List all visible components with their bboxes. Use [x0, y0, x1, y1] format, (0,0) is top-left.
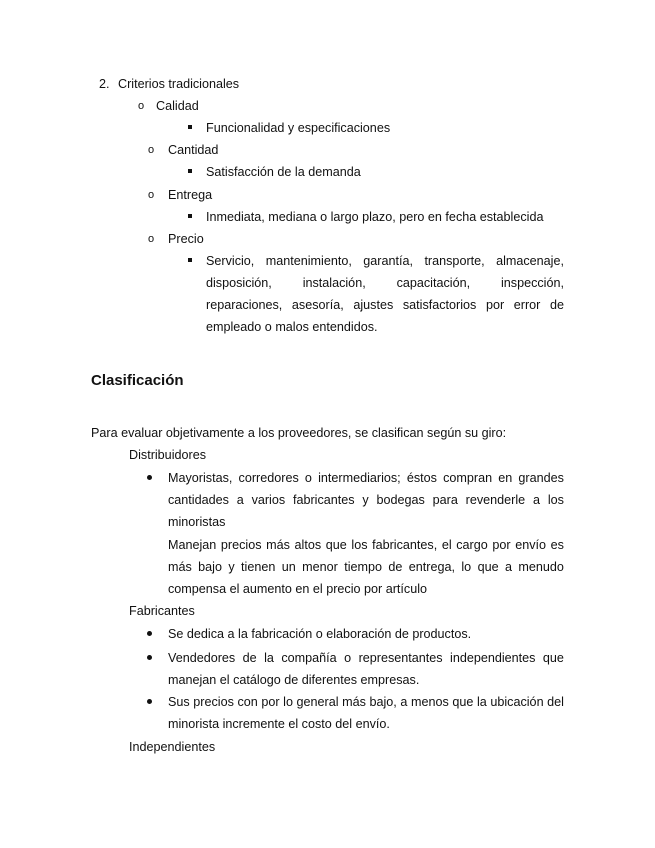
- word: por: [492, 538, 511, 552]
- round-bullet: [147, 655, 152, 660]
- word: compañía: [281, 651, 337, 665]
- round-bullet: [147, 475, 152, 480]
- word: que: [325, 538, 347, 552]
- word: cargo: [456, 538, 488, 552]
- square-bullet: [188, 214, 192, 218]
- word: por: [485, 298, 505, 312]
- word: en: [498, 471, 513, 485]
- word: bajo,: [369, 695, 397, 709]
- square-bullet: [188, 169, 192, 173]
- word: con: [237, 695, 258, 709]
- criterion-precio-detail-line: empleado o malos entendidos.: [206, 320, 378, 334]
- word: entrega,: [408, 560, 455, 574]
- word: a: [533, 493, 541, 507]
- word: transporte,: [424, 254, 485, 268]
- word: menor: [302, 560, 338, 574]
- criterion-precio: Precio: [168, 232, 204, 246]
- fabricantes-text-line: minorista incremente el costo del envío.: [168, 717, 390, 731]
- criterion-entrega: Entrega: [168, 188, 213, 202]
- distribuidores-text-line: [168, 559, 564, 575]
- word: del: [547, 695, 564, 709]
- distribuidores-text-line: [168, 537, 564, 553]
- round-bullet: [147, 699, 152, 704]
- word: precios: [220, 538, 262, 552]
- word: la: [476, 695, 487, 709]
- square-bullet: [188, 258, 192, 262]
- word: de: [388, 560, 403, 574]
- word: tiempo: [344, 560, 383, 574]
- list-number: 2.: [99, 77, 110, 91]
- word: la: [264, 651, 274, 665]
- circle-bullet: o: [148, 233, 155, 245]
- word: capacitación,: [396, 276, 471, 290]
- word: general: [296, 695, 339, 709]
- word: cantidades: [168, 493, 229, 507]
- word: satisfactorios: [402, 298, 477, 312]
- word: grandes: [518, 471, 564, 485]
- section-title-criterios: Criterios tradicionales: [118, 77, 240, 91]
- word: mantenimiento,: [265, 254, 352, 268]
- word: de: [242, 651, 257, 665]
- distribuidores-text-line: compensa el aumento en el precio por artículo: [168, 582, 428, 596]
- word: el: [441, 538, 452, 552]
- word: que: [542, 651, 564, 665]
- word: lo: [283, 695, 293, 709]
- word: varios: [251, 493, 286, 507]
- intro-paragraph: Para evaluar objetivamente a los proveedores, se clasifican según su giro:: [91, 426, 507, 440]
- criterion-calidad: Calidad: [156, 99, 199, 113]
- category-fabricantes: Fabricantes: [129, 604, 195, 618]
- word: ajustes: [353, 298, 394, 312]
- word: los: [547, 493, 564, 507]
- word: precios: [193, 695, 234, 709]
- word: más: [266, 538, 290, 552]
- word: envío: [515, 538, 546, 552]
- word: menos: [410, 695, 449, 709]
- word: almacenaje,: [496, 254, 564, 268]
- word: inspección,: [500, 276, 564, 290]
- word: fabricantes: [292, 493, 355, 507]
- word: disposición,: [206, 276, 272, 290]
- word: y: [362, 493, 369, 507]
- criterion-calidad-detail: Funcionalidad y especificaciones: [206, 121, 391, 135]
- word: es: [550, 538, 564, 552]
- word: intermediarios;: [318, 471, 401, 485]
- word: bodegas: [376, 493, 425, 507]
- round-bullet: [147, 631, 152, 636]
- word: y: [228, 560, 235, 574]
- word: Vendedores: [168, 651, 236, 665]
- category-independientes: Independientes: [129, 740, 216, 754]
- fabricantes-text-line: Se dedica a la fabricación o elaboración de productos.: [168, 627, 472, 641]
- word: error: [513, 298, 541, 312]
- category-distribuidores: Distribuidores: [129, 448, 206, 462]
- word: Servicio,: [206, 254, 255, 268]
- distribuidores-text-line: minoristas: [168, 515, 226, 529]
- word: por: [261, 695, 280, 709]
- word: a: [236, 493, 244, 507]
- word: independientes: [450, 651, 536, 665]
- word: representantes: [358, 651, 443, 665]
- word: fabricantes,: [372, 538, 438, 552]
- circle-bullet: o: [138, 100, 145, 112]
- word: compran: [443, 471, 493, 485]
- word: revenderle: [465, 493, 526, 507]
- word: Sus: [168, 695, 190, 709]
- distribuidores-text-line: [168, 470, 564, 486]
- word: de: [549, 298, 564, 312]
- fabricantes-text-line: [168, 650, 564, 666]
- word: o: [344, 651, 352, 665]
- fabricantes-text-line: manejan el catálogo de diferentes empresas.: [168, 673, 420, 687]
- word: instalación,: [302, 276, 366, 290]
- word: éstos: [406, 471, 437, 485]
- word: Mayoristas,: [168, 471, 233, 485]
- word: para: [432, 493, 458, 507]
- square-bullet: [188, 125, 192, 129]
- word: reparaciones,: [206, 298, 283, 312]
- word: a: [400, 695, 408, 709]
- word: altos: [294, 538, 322, 552]
- word: menudo: [518, 560, 564, 574]
- heading-clasificacion: Clasificación: [91, 372, 184, 389]
- criterion-cantidad-detail: Satisfacción de la demanda: [206, 165, 361, 179]
- word: los: [351, 538, 368, 552]
- circle-bullet: o: [148, 189, 155, 201]
- word: que: [452, 695, 474, 709]
- word: Manejan: [168, 538, 217, 552]
- word: un: [281, 560, 296, 574]
- word: ubicación: [490, 695, 544, 709]
- word: lo: [461, 560, 472, 574]
- word: bajo: [198, 560, 222, 574]
- word: más: [168, 560, 192, 574]
- word: o: [304, 471, 312, 485]
- word: garantía,: [363, 254, 413, 268]
- criterion-cantidad: Cantidad: [168, 143, 219, 157]
- fabricantes-text-line: [168, 694, 564, 710]
- word: a: [504, 560, 512, 574]
- circle-bullet: o: [148, 144, 155, 156]
- word: asesoría,: [291, 298, 344, 312]
- criterion-precio-detail-line: [206, 253, 564, 269]
- criterion-entrega-detail: Inmediata, mediana o largo plazo, pero en fecha establecida: [206, 210, 544, 224]
- word: tienen: [241, 560, 276, 574]
- criterion-precio-detail-line: [206, 297, 564, 313]
- word: corredores: [238, 471, 299, 485]
- word: más: [342, 695, 366, 709]
- word: que: [477, 560, 499, 574]
- distribuidores-text-line: [168, 492, 564, 508]
- criterion-precio-detail-line: [206, 275, 564, 291]
